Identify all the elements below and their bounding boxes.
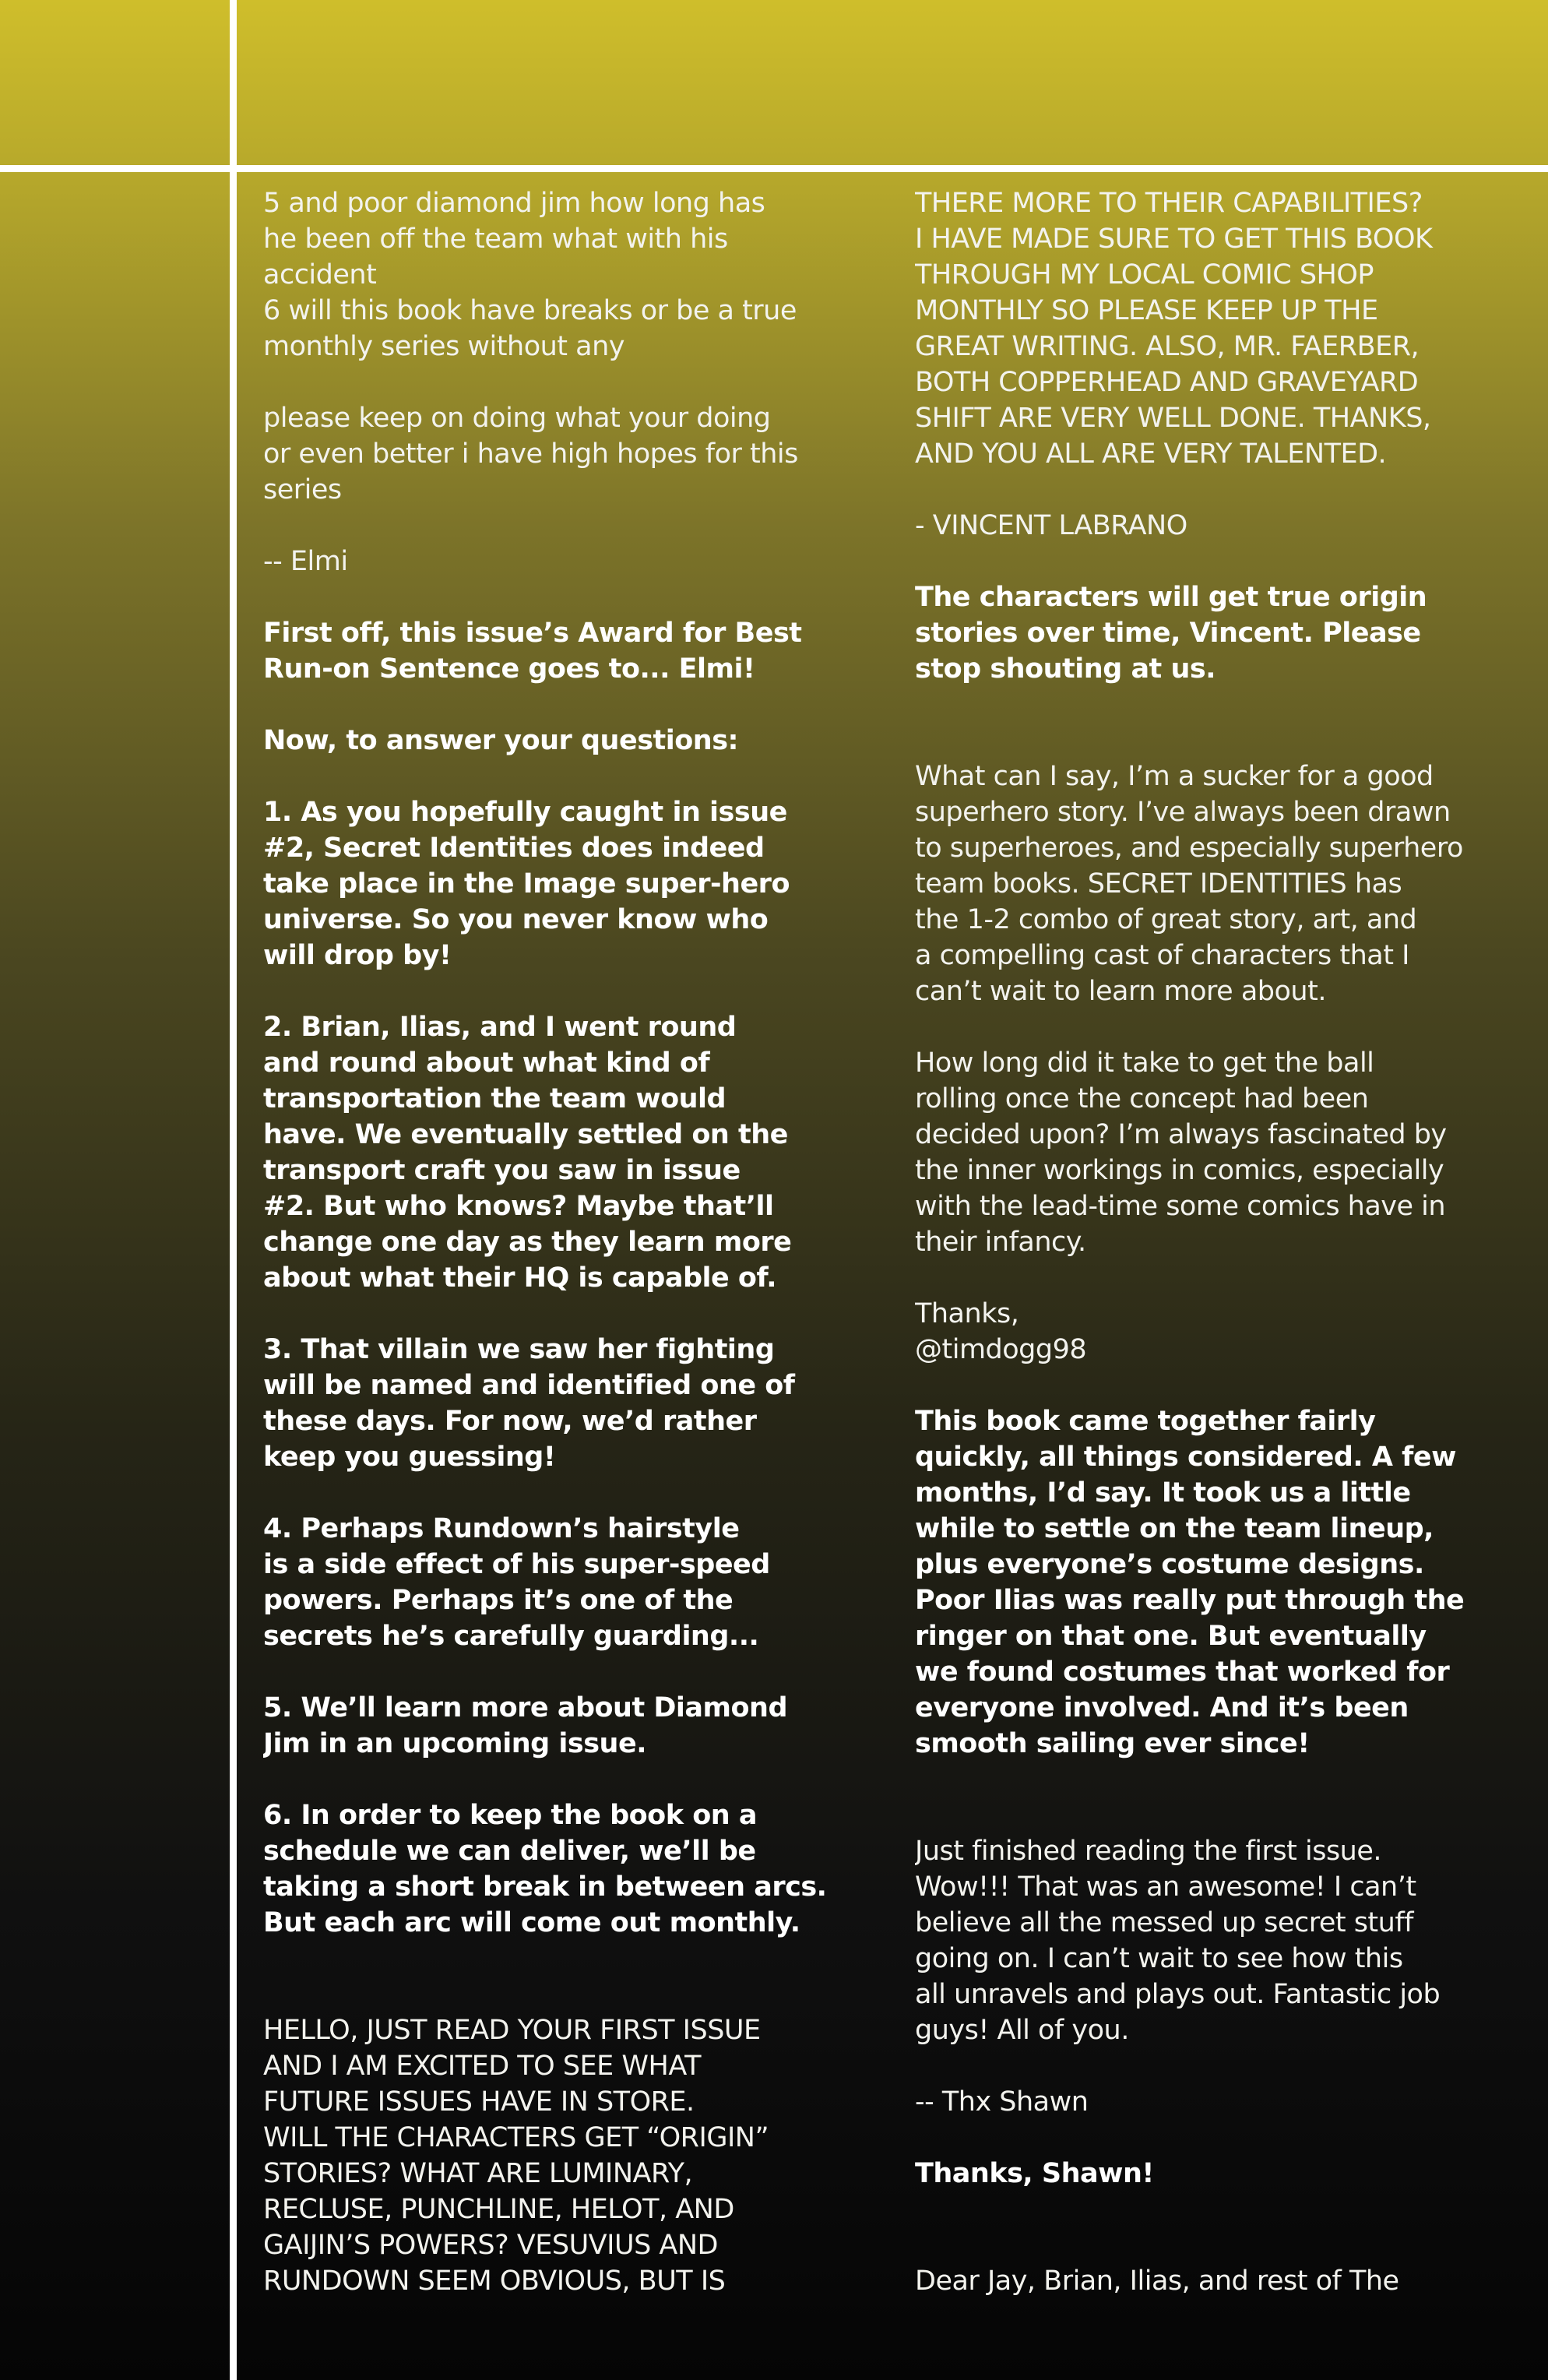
editor-reply-paragraph: 6. In order to keep the book on a schedule we can deliver, we’ll be taking a short break in between arcs. But each arc will come out monthly.: [263, 1800, 827, 1938]
editor-reply-paragraph: 4. Perhaps Rundown’s hairstyle is a side effect of his super-speed powers. Perhaps it’s one of the secrets he’s carefully guarding...: [263, 1513, 770, 1652]
reader-letter-paragraph: 5 and poor diamond jim how long has he been off the team what with his accident 6 will this book have breaks or be a true monthly series without any: [263, 188, 797, 362]
letters-column-left: [263, 185, 863, 2350]
paragraph-spacer: [915, 723, 1515, 759]
reader-letter-paragraph: please keep on doing what your doing or even better i have high hopes for this series: [263, 403, 798, 505]
paragraph-spacer: [915, 1797, 1515, 1833]
editor-reply-paragraph: This book came together fairly quickly, all things considered. A few months, I’d say. It took us a little while to settle on the team lineup, plus everyone’s costume designs. Poor Ilias was really put through the ringer on that one. But eventually we found costumes that worked for everyone involved. And it’s been smooth sailing ever since!: [915, 1406, 1465, 1759]
editor-reply-paragraph: First off, this issue’s Award for Best Run-on Sentence goes to... Elmi!: [263, 618, 802, 685]
panel-border-vertical: [230, 0, 237, 2380]
reader-letter-paragraph: Just finished reading the first issue. Wow!!! That was an awesome! I can’t believe all the messed up secret stuff going on. I can’t wait to see how this all unravels and plays out. Fantastic job guys! All of you.: [915, 1836, 1441, 2046]
reader-letter-paragraph: -- Thx Shawn: [915, 2086, 1089, 2118]
reader-letter-paragraph: What can I say, I’m a sucker for a good superhero story. I’ve always been drawn to superheroes, and especially superhero team books. SECRET IDENTITIES has the 1-2 combo of great story, art, and a compelling cast of characters that I can’t wait to learn more about.: [915, 761, 1463, 1007]
paragraph-spacer: [915, 2227, 1515, 2263]
reader-letter-paragraph: How long did it take to get the ball rolling once the concept had been decided upon? I’m always fascinated by the inner workings in comics, especially with the lead-time some comics have in their infancy.: [915, 1047, 1447, 1258]
reader-letter-paragraph: -- Elmi: [263, 546, 348, 577]
editor-reply-paragraph: 5. We’ll learn more about Diamond Jim in an upcoming issue.: [263, 1692, 788, 1759]
reader-letter-paragraph: Thanks, @timdogg98: [915, 1298, 1087, 1365]
editor-reply-paragraph: Now, to answer your questions:: [263, 725, 739, 756]
reader-letter-paragraph: Dear Jay, Brian, Ilias, and rest of The: [915, 2266, 1399, 2297]
editor-reply-paragraph: 3. That villain we saw her fighting will be named and identified one of these days. For now, we’d rather keep you guessing!: [263, 1334, 795, 1473]
editor-reply-paragraph: 2. Brian, Ilias, and I went round and round about what kind of transportation the team would have. We eventually settled on the transport craft you saw in issue #2. But who knows? Maybe that’ll change one day as they learn more about what their HQ is capable of.: [263, 1012, 792, 1294]
editor-reply-paragraph: The characters will get true origin stories over time, Vincent. Please stop shouting at us.: [915, 582, 1427, 685]
paragraph-spacer: [263, 1977, 863, 2012]
editor-reply-paragraph: Thanks, Shawn!: [915, 2158, 1154, 2189]
reader-letter-paragraph: - VINCENT LABRANO: [915, 510, 1187, 541]
reader-letter-paragraph: HELLO, JUST READ YOUR FIRST ISSUE AND I AM EXCITED TO SEE WHAT FUTURE ISSUES HAVE IN STORE. WILL THE CHARACTERS GET “ORIGIN” STORIES? WHAT ARE LUMINARY, RECLUSE, PUNCHLINE, HELOT, AND GAIJIN’S POWERS? VESUVIUS AND RUNDOWN SEEM OBVIOUS, BUT IS: [263, 2015, 769, 2297]
editor-reply-paragraph: 1. As you hopefully caught in issue #2, Secret Identities does indeed take place in the Image super-hero universe. So you never know who will drop by!: [263, 797, 790, 971]
reader-letter-paragraph: THERE MORE TO THEIR CAPABILITIES? I HAVE MADE SURE TO GET THIS BOOK THROUGH MY LOCAL COMIC SHOP MONTHLY SO PLEASE KEEP UP THE GREAT WRITING. ALSO, MR. FAERBER, BOTH COPPERHEAD AND GRAVEYARD SHIFT ARE VERY WELL DONE. THANKS, AND YOU ALL ARE VERY TALENTED.: [915, 188, 1433, 470]
letters-column-right: [915, 185, 1515, 2350]
